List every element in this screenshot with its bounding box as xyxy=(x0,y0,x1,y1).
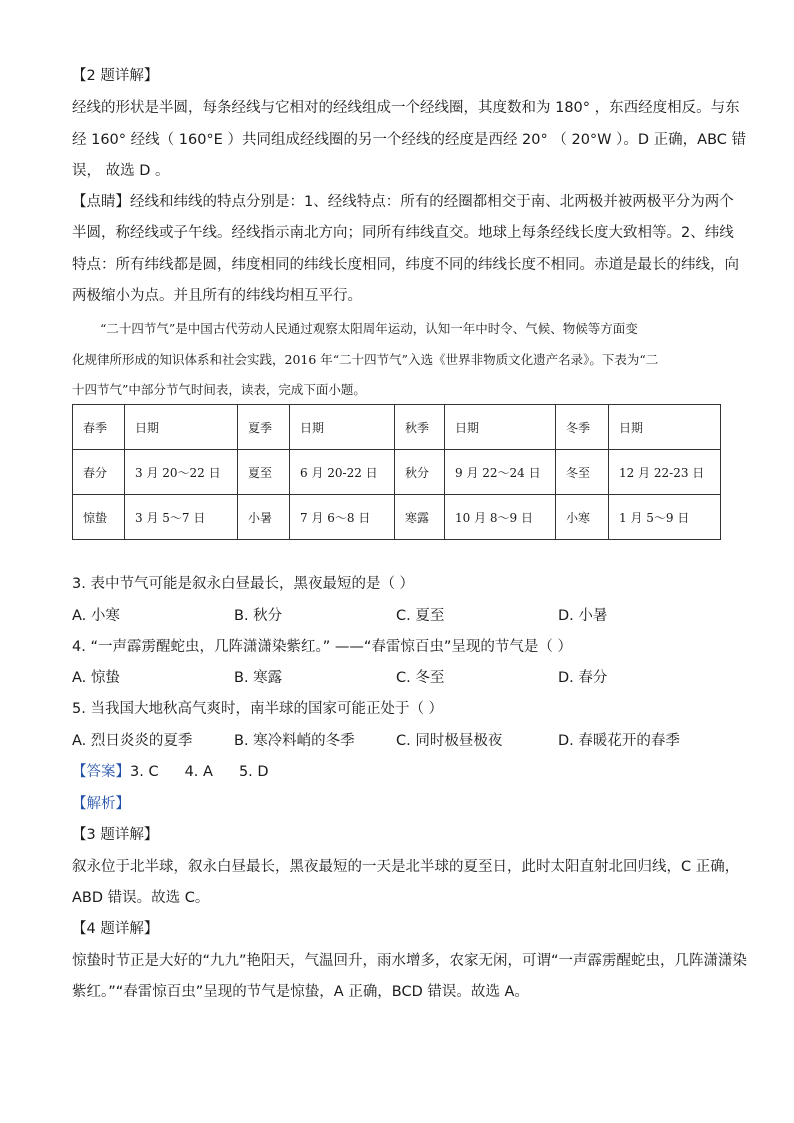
analysis-label: 【解析】 xyxy=(72,796,130,812)
table-header-row xyxy=(73,405,721,450)
keypoint-line: 【点睛】经线和纬线的特点分别是：1、经线特点：所有的经圈都相交于南、北两极并被两极平分为两个 xyxy=(72,194,734,210)
answer-row xyxy=(72,762,295,782)
question-4-option-d: D. 春分 xyxy=(558,670,608,686)
table-row xyxy=(73,450,721,495)
table-cell: 冬至 xyxy=(556,450,609,495)
table-cell: 秋季 xyxy=(395,405,445,450)
question-4-option-a: A. 惊蛰 xyxy=(72,670,120,686)
table-cell: 10 月 8～9 日 xyxy=(445,495,556,540)
answer-item: 3. C xyxy=(130,764,159,780)
table-cell: 3 月 20～22 日 xyxy=(125,450,238,495)
table-row xyxy=(73,495,721,540)
question-4-stem: 4. “一声霹雳醒蛇虫，几阵潇潇染紫红。” ——“春雷惊百虫”呈现的节气是（ ） xyxy=(72,639,572,655)
table-cell: 春分 xyxy=(73,450,125,495)
keypoint-line: 两极缩小为点。并且所有的纬线均相互平行。 xyxy=(72,288,362,304)
table-cell: 冬季 xyxy=(556,405,609,450)
answer-item: 5. D xyxy=(238,764,269,780)
table-cell: 秋分 xyxy=(395,450,445,495)
table-cell: 日期 xyxy=(125,405,238,450)
table-cell: 日期 xyxy=(445,405,556,450)
section3-line: 叙永位于北半球，叙永白昼最长，黑夜最短的一天是北半球的夏至日，此时太阳直射北回归线，C 正确， xyxy=(72,859,740,875)
table-cell: 6 月 20-22 日 xyxy=(290,450,395,495)
question-5-option-c: C. 同时极昼极夜 xyxy=(396,733,503,749)
table-cell: 12 月 22-23 日 xyxy=(609,450,721,495)
keypoint-line: 半圆，称经线或子午线。经线指示南北方向；同所有纬线直交。地球上每条经线长度大致相等。2、纬线 xyxy=(72,225,734,241)
table-cell: 惊蛰 xyxy=(73,495,125,540)
table-cell: 9 月 22～24 日 xyxy=(445,450,556,495)
question-5-option-b: B. 寒冷料峭的冬季 xyxy=(234,733,355,749)
intro-line: 十四节气”中部分节气时间表，读表，完成下面小题。 xyxy=(72,382,366,397)
section4-heading: 【4 题详解】 xyxy=(72,921,159,937)
solar-terms-table xyxy=(72,404,721,540)
keypoint-line: 特点：所有纬线都是圆，纬度相同的纬线长度相同，纬度不同的纬线长度不相同。赤道是最长的纬线，向 xyxy=(72,257,739,273)
table-cell: 夏至 xyxy=(238,450,290,495)
question-3-option-c: C. 夏至 xyxy=(396,608,445,624)
table-cell: 7 月 6～8 日 xyxy=(290,495,395,540)
section2-heading: 【2 题详解】 xyxy=(72,68,159,84)
section2-line: 误， 故选 D 。 xyxy=(72,163,170,179)
question-3-option-b: B. 秋分 xyxy=(234,608,283,624)
question-5-option-d: D. 春暖花开的春季 xyxy=(558,733,680,749)
table-cell: 3 月 5～7 日 xyxy=(125,495,238,540)
question-3-option-a: A. 小寒 xyxy=(72,608,120,624)
question-4-option-b: B. 寒露 xyxy=(234,670,283,686)
section2-line: 经 160° 经线（ 160°E ）共同组成经线圈的另一个经线的经度是西经 20° （ 20°W ）。D 正确，ABC 错 xyxy=(72,132,746,148)
question-5-option-a: A. 烈日炎炎的夏季 xyxy=(72,733,193,749)
table-cell: 春季 xyxy=(73,405,125,450)
table-cell: 小寒 xyxy=(556,495,609,540)
section4-line: 惊蛰时节正是大好的“九九”艳阳天，气温回升，雨水增多，农家无闲，可谓“一声霹雳醒蛇虫，几阵潇潇染 xyxy=(72,953,748,969)
question-3-option-d: D. 小暑 xyxy=(558,608,608,624)
section3-line: ABD 错误。故选 C。 xyxy=(72,890,210,906)
answer-item: 4. A xyxy=(184,764,213,780)
intro-line: 化规律所形成的知识体系和社会实践，2016 年“二十四节气”入选《世界非物质文化遗产名录》。下表为“二 xyxy=(72,352,659,367)
table-cell: 小暑 xyxy=(238,495,290,540)
table-cell: 日期 xyxy=(290,405,395,450)
question-5-stem: 5. 当我国大地秋高气爽时，南半球的国家可能正处于（ ） xyxy=(72,701,444,717)
answer-label: 【答案】 xyxy=(72,764,130,780)
section3-heading: 【3 题详解】 xyxy=(72,827,159,843)
section2-line: 经线的形状是半圆，每条经线与它相对的经线组成一个经线圈，其度数和为 180° ，东西经度相反。与东 xyxy=(72,100,740,116)
table-cell: 1 月 5～9 日 xyxy=(609,495,721,540)
intro-line: “二十四节气”是中国古代劳动人民通过观察太阳周年运动，认知一年中时令、气候、物候等方面变 xyxy=(100,321,638,336)
question-3-stem: 3. 表中节气可能是叙永白昼最长，黑夜最短的是（ ） xyxy=(72,576,415,592)
table-cell: 日期 xyxy=(609,405,721,450)
section4-line: 紫红。”“春雷惊百虫”呈现的节气是惊蛰，A 正确，BCD 错误。故选 A。 xyxy=(72,984,529,1000)
table-cell: 寒露 xyxy=(395,495,445,540)
table-cell: 夏季 xyxy=(238,405,290,450)
question-4-option-c: C. 冬至 xyxy=(396,670,445,686)
